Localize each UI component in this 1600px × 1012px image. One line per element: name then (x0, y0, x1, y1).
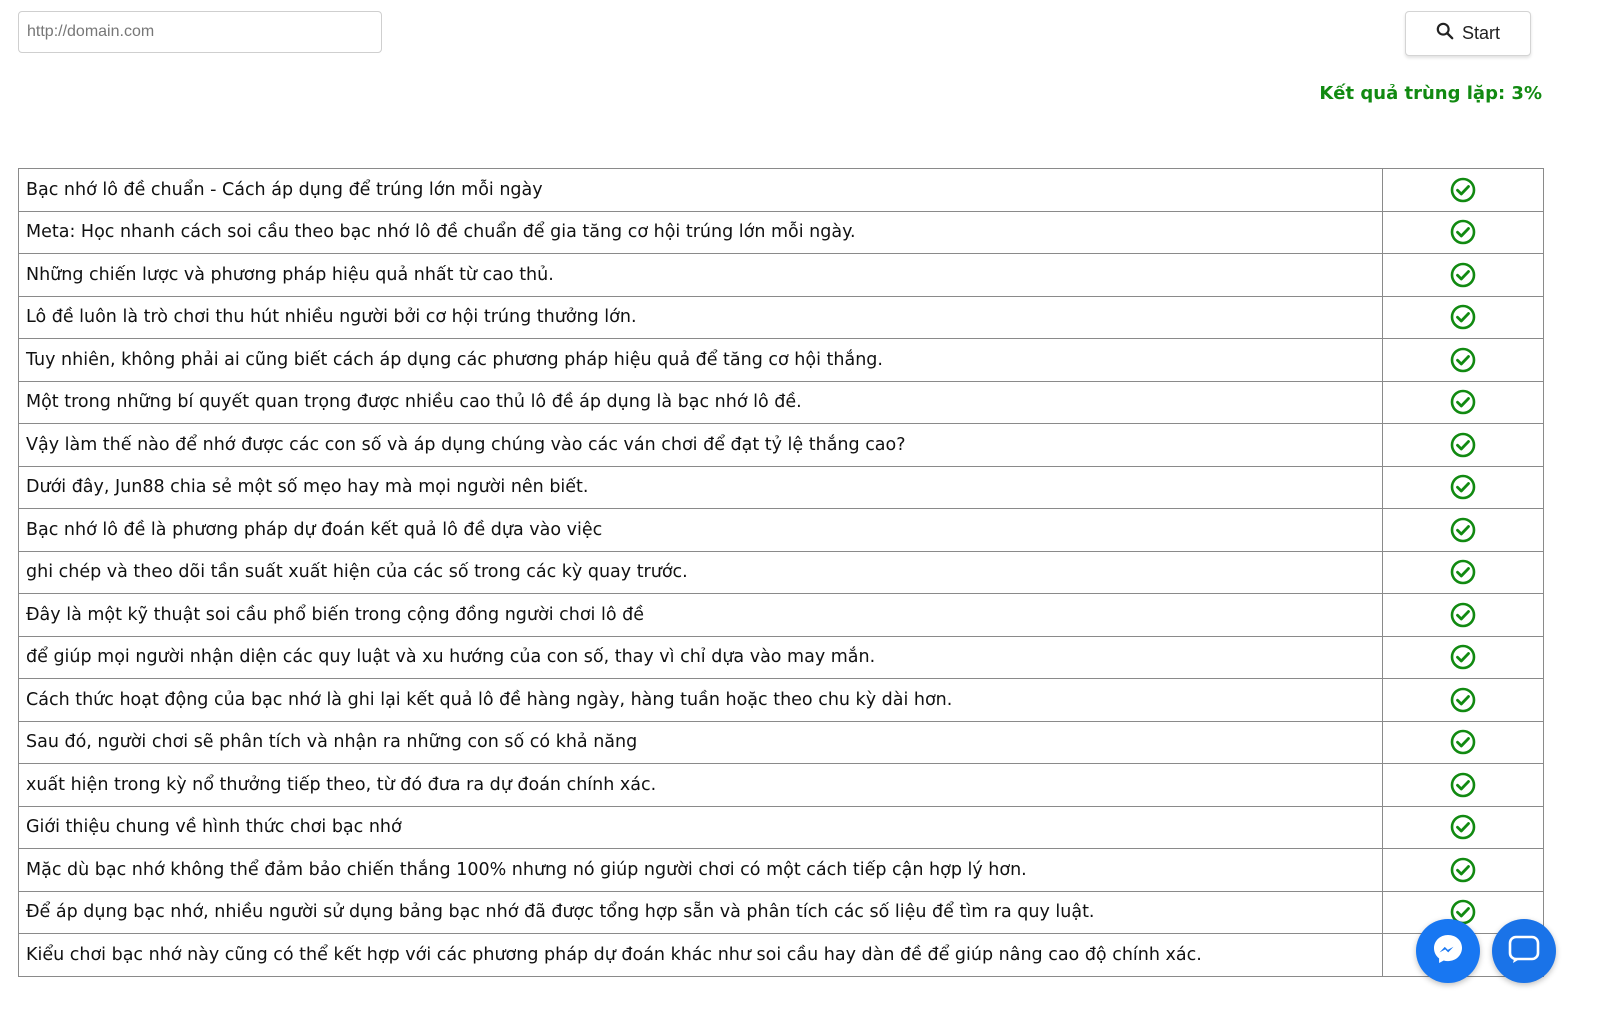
messenger-icon (1430, 931, 1466, 972)
table-row (19, 849, 1544, 892)
sentence-text: Dưới đây, Jun88 chia sẻ một số mẹo hay mà mọi người nên biết. (19, 466, 1383, 509)
status-cell (1383, 764, 1544, 807)
table-row (19, 934, 1544, 977)
start-button-label: Start (1461, 23, 1500, 43)
status-cell (1383, 551, 1544, 594)
table-row (19, 891, 1544, 934)
table-row (19, 254, 1544, 297)
sentence-text: Đây là một kỹ thuật soi cầu phổ biến trong cộng đồng người chơi lô đề (19, 594, 1383, 637)
status-cell (1383, 381, 1544, 424)
table-row (19, 594, 1544, 637)
sentence-text: Kiểu chơi bạc nhớ này cũng có thể kết hợp với các phương pháp dự đoán khác như soi cầu hay dàn đề để giúp nâng cao độ chính xác. (19, 934, 1383, 977)
messenger-button[interactable] (1416, 919, 1480, 983)
table-row (19, 721, 1544, 764)
zalo-icon (1506, 931, 1542, 972)
zalo-button[interactable] (1492, 919, 1556, 983)
table-row (19, 466, 1544, 509)
sentence-text: Một trong những bí quyết quan trọng được nhiều cao thủ lô đề áp dụng là bạc nhớ lô đề. (19, 381, 1383, 424)
table-row (19, 636, 1544, 679)
status-cell (1383, 509, 1544, 552)
check-circle-icon (1450, 690, 1476, 710)
sentence-text: Những chiến lược và phương pháp hiệu quả nhất từ cao thủ. (19, 254, 1383, 297)
check-circle-icon (1450, 477, 1476, 497)
check-circle-icon (1450, 265, 1476, 285)
status-cell (1383, 594, 1544, 637)
status-cell (1383, 721, 1544, 764)
table-row (19, 509, 1544, 552)
sentence-text: ghi chép và theo dõi tần suất xuất hiện của các số trong các kỳ quay trước. (19, 551, 1383, 594)
table-row (19, 339, 1544, 382)
table-row (19, 169, 1544, 212)
duplicate-result-label: Kết quả trùng lặp: 3% (1319, 83, 1542, 104)
sentence-text: Sau đó, người chơi sẽ phân tích và nhận ra những con số có khả năng (19, 721, 1383, 764)
search-icon (1436, 22, 1454, 45)
status-cell (1383, 679, 1544, 722)
sentence-text: để giúp mọi người nhận diện các quy luật và xu hướng của con số, thay vì chỉ dựa vào may mắn. (19, 636, 1383, 679)
sentence-text: Bạc nhớ lô đề chuẩn - Cách áp dụng để trúng lớn mỗi ngày (19, 169, 1383, 212)
status-cell (1383, 254, 1544, 297)
status-cell (1383, 424, 1544, 467)
start-button[interactable] (1405, 11, 1531, 56)
status-cell (1383, 296, 1544, 339)
table-row (19, 764, 1544, 807)
sentence-text: Meta: Học nhanh cách soi cầu theo bạc nhớ lô đề chuẩn để gia tăng cơ hội trúng lớn mỗi ngày. (19, 211, 1383, 254)
check-circle-icon (1450, 392, 1476, 412)
check-circle-icon (1450, 222, 1476, 242)
check-circle-icon (1450, 647, 1476, 667)
sentence-text: Tuy nhiên, không phải ai cũng biết cách áp dụng các phương pháp hiệu quả để tăng cơ hội thắng. (19, 339, 1383, 382)
sentence-text: Cách thức hoạt động của bạc nhớ là ghi lại kết quả lô đề hàng ngày, hàng tuần hoặc theo chu kỳ dài hơn. (19, 679, 1383, 722)
check-circle-icon (1450, 732, 1476, 752)
plagiarism-checker-page (5, 0, 1571, 1012)
sentence-text: Giới thiệu chung về hình thức chơi bạc nhớ (19, 806, 1383, 849)
status-cell (1383, 211, 1544, 254)
table-row (19, 381, 1544, 424)
sentence-table (18, 168, 1544, 977)
check-circle-icon (1450, 817, 1476, 837)
status-cell (1383, 636, 1544, 679)
table-row (19, 424, 1544, 467)
sentence-text: xuất hiện trong kỳ nổ thưởng tiếp theo, từ đó đưa ra dự đoán chính xác. (19, 764, 1383, 807)
check-circle-icon (1450, 775, 1476, 795)
sentence-text: Vậy làm thế nào để nhớ được các con số và áp dụng chúng vào các ván chơi để đạt tỷ lệ thắng cao? (19, 424, 1383, 467)
check-circle-icon (1450, 520, 1476, 540)
sentence-text: Mặc dù bạc nhớ không thể đảm bảo chiến thắng 100% nhưng nó giúp người chơi có một cách tiếp cận hợp lý hơn. (19, 849, 1383, 892)
sentence-text: Lô đề luôn là trò chơi thu hút nhiều người bởi cơ hội trúng thưởng lớn. (19, 296, 1383, 339)
table-row (19, 806, 1544, 849)
status-cell (1383, 849, 1544, 892)
status-cell (1383, 466, 1544, 509)
check-circle-icon (1450, 860, 1476, 880)
sentence-text: Để áp dụng bạc nhớ, nhiều người sử dụng bảng bạc nhớ đã được tổng hợp sẵn và phân tích các số liệu để tìm ra quy luật. (19, 891, 1383, 934)
table-row (19, 679, 1544, 722)
status-cell (1383, 806, 1544, 849)
table-row (19, 551, 1544, 594)
check-circle-icon (1450, 435, 1476, 455)
status-cell (1383, 339, 1544, 382)
sentence-text: Bạc nhớ lô đề là phương pháp dự đoán kết quả lô đề dựa vào việc (19, 509, 1383, 552)
url-input[interactable] (18, 11, 382, 53)
status-cell (1383, 169, 1544, 212)
table-row (19, 211, 1544, 254)
check-circle-icon (1450, 350, 1476, 370)
check-circle-icon (1450, 180, 1476, 200)
check-circle-icon (1450, 307, 1476, 327)
table-row (19, 296, 1544, 339)
check-circle-icon (1450, 562, 1476, 582)
check-circle-icon (1450, 605, 1476, 625)
